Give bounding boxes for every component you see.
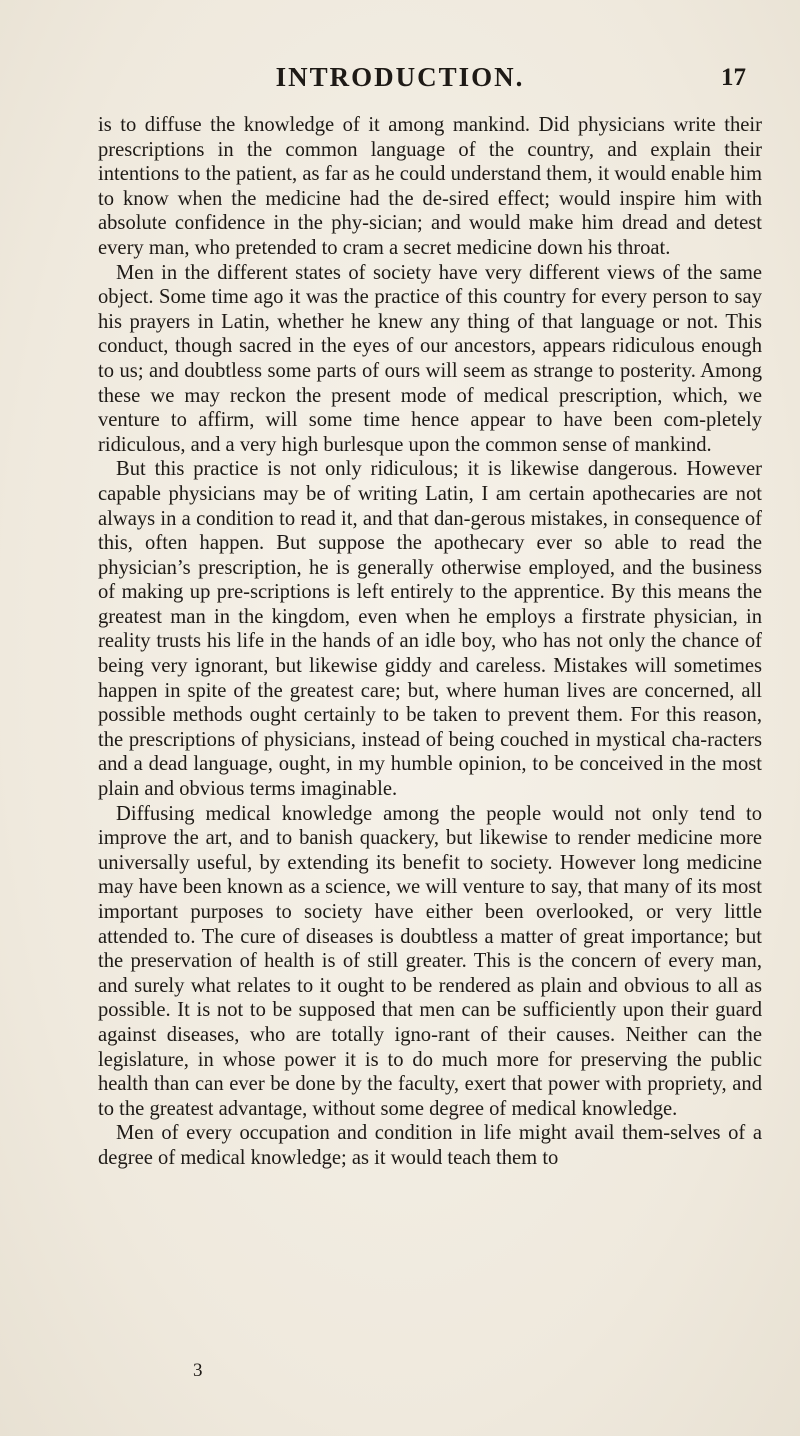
running-head: INTRODUCTION. — [275, 62, 525, 92]
body-text — [98, 113, 762, 1171]
page-number: 17 — [721, 64, 746, 91]
signature-mark: 3 — [193, 1360, 203, 1381]
paragraph: Diffusing medical knowledge among the people would not only tend to improve the art, and to banish quackery, but likewise to render medicine more universally useful, by extending its benefit to society. However long medicine may have been known as a science, we will venture to say, that many of its most important purposes to society have either been overlooked, or very little attended to. The cure of diseases is doubtless a matter of great importance; but the preservation of health is of still greater. This is the concern of every man, and surely what relates to it ought to be rendered as plain and obvious to all as possible. It is not to be supposed that men can be sufficiently upon their guard against diseases, who are totally igno-rant of their causes. Neither can the legislature, in whose power it is to do much more for preserving the public health than can ever be done by the faculty, exert that power with propriety, and to the greatest advantage, without some degree of medical knowledge. — [98, 802, 762, 1120]
paragraph: Men of every occupation and condition in life might avail them-selves of a degree of medical knowledge; as it would teach them to — [98, 1122, 762, 1169]
paragraph: Men in the different states of society have very different views of the same object. Some time ago it was the practice of this country for every person to say his prayers in Latin, whether he knew any thing of that language or not. This conduct, though sacred in the eyes of our ancestors, appears ridiculous enough to us; and doubtless some parts of ours will seem as strange to posterity. Among these we may reckon the present mode of medical prescription, which, we venture to affirm, will some time hence appear to have been com-pletely ridiculous, and a very high burlesque upon the common sense of mankind. — [98, 261, 762, 456]
paragraph: is to diffuse the knowledge of it among mankind. Did physicians write their prescriptions in the common language of the country, and explain their intentions to the patient, as far as he could understand them, it would enable him to know when the medicine had the de-sired effect; would inspire him with absolute confidence in the phy-sician; and would make him dread and detest every man, who pretended to cram a secret medicine down his throat. — [98, 114, 762, 259]
paragraph: But this practice is not only ridiculous; it is likewise dangerous. However capable physicians may be of writing Latin, I am certain apothecaries are not always in a condition to read it, and that dan-gerous mistakes, in consequence of this, often happen. But suppose the apothecary ever so able to read the physician’s prescription, he is generally otherwise employed, and the business of making up pre-scriptions is left entirely to the apprentice. By this means the greatest man in the kingdom, even when he employs a firstrate physician, in reality trusts his life in the hands of an idle boy, who has not only the chance of being very ignorant, but likewise giddy and careless. Mistakes will sometimes happen in spite of the greatest care; but, where human lives are concerned, all possible methods ought certainly to be taken to prevent them. For this reason, the prescriptions of physicians, instead of being couched in mystical cha-racters and a dead language, ought, in my humble opinion, to be conceived in the most plain and obvious terms imaginable. — [98, 458, 762, 801]
page-header — [0, 62, 800, 102]
